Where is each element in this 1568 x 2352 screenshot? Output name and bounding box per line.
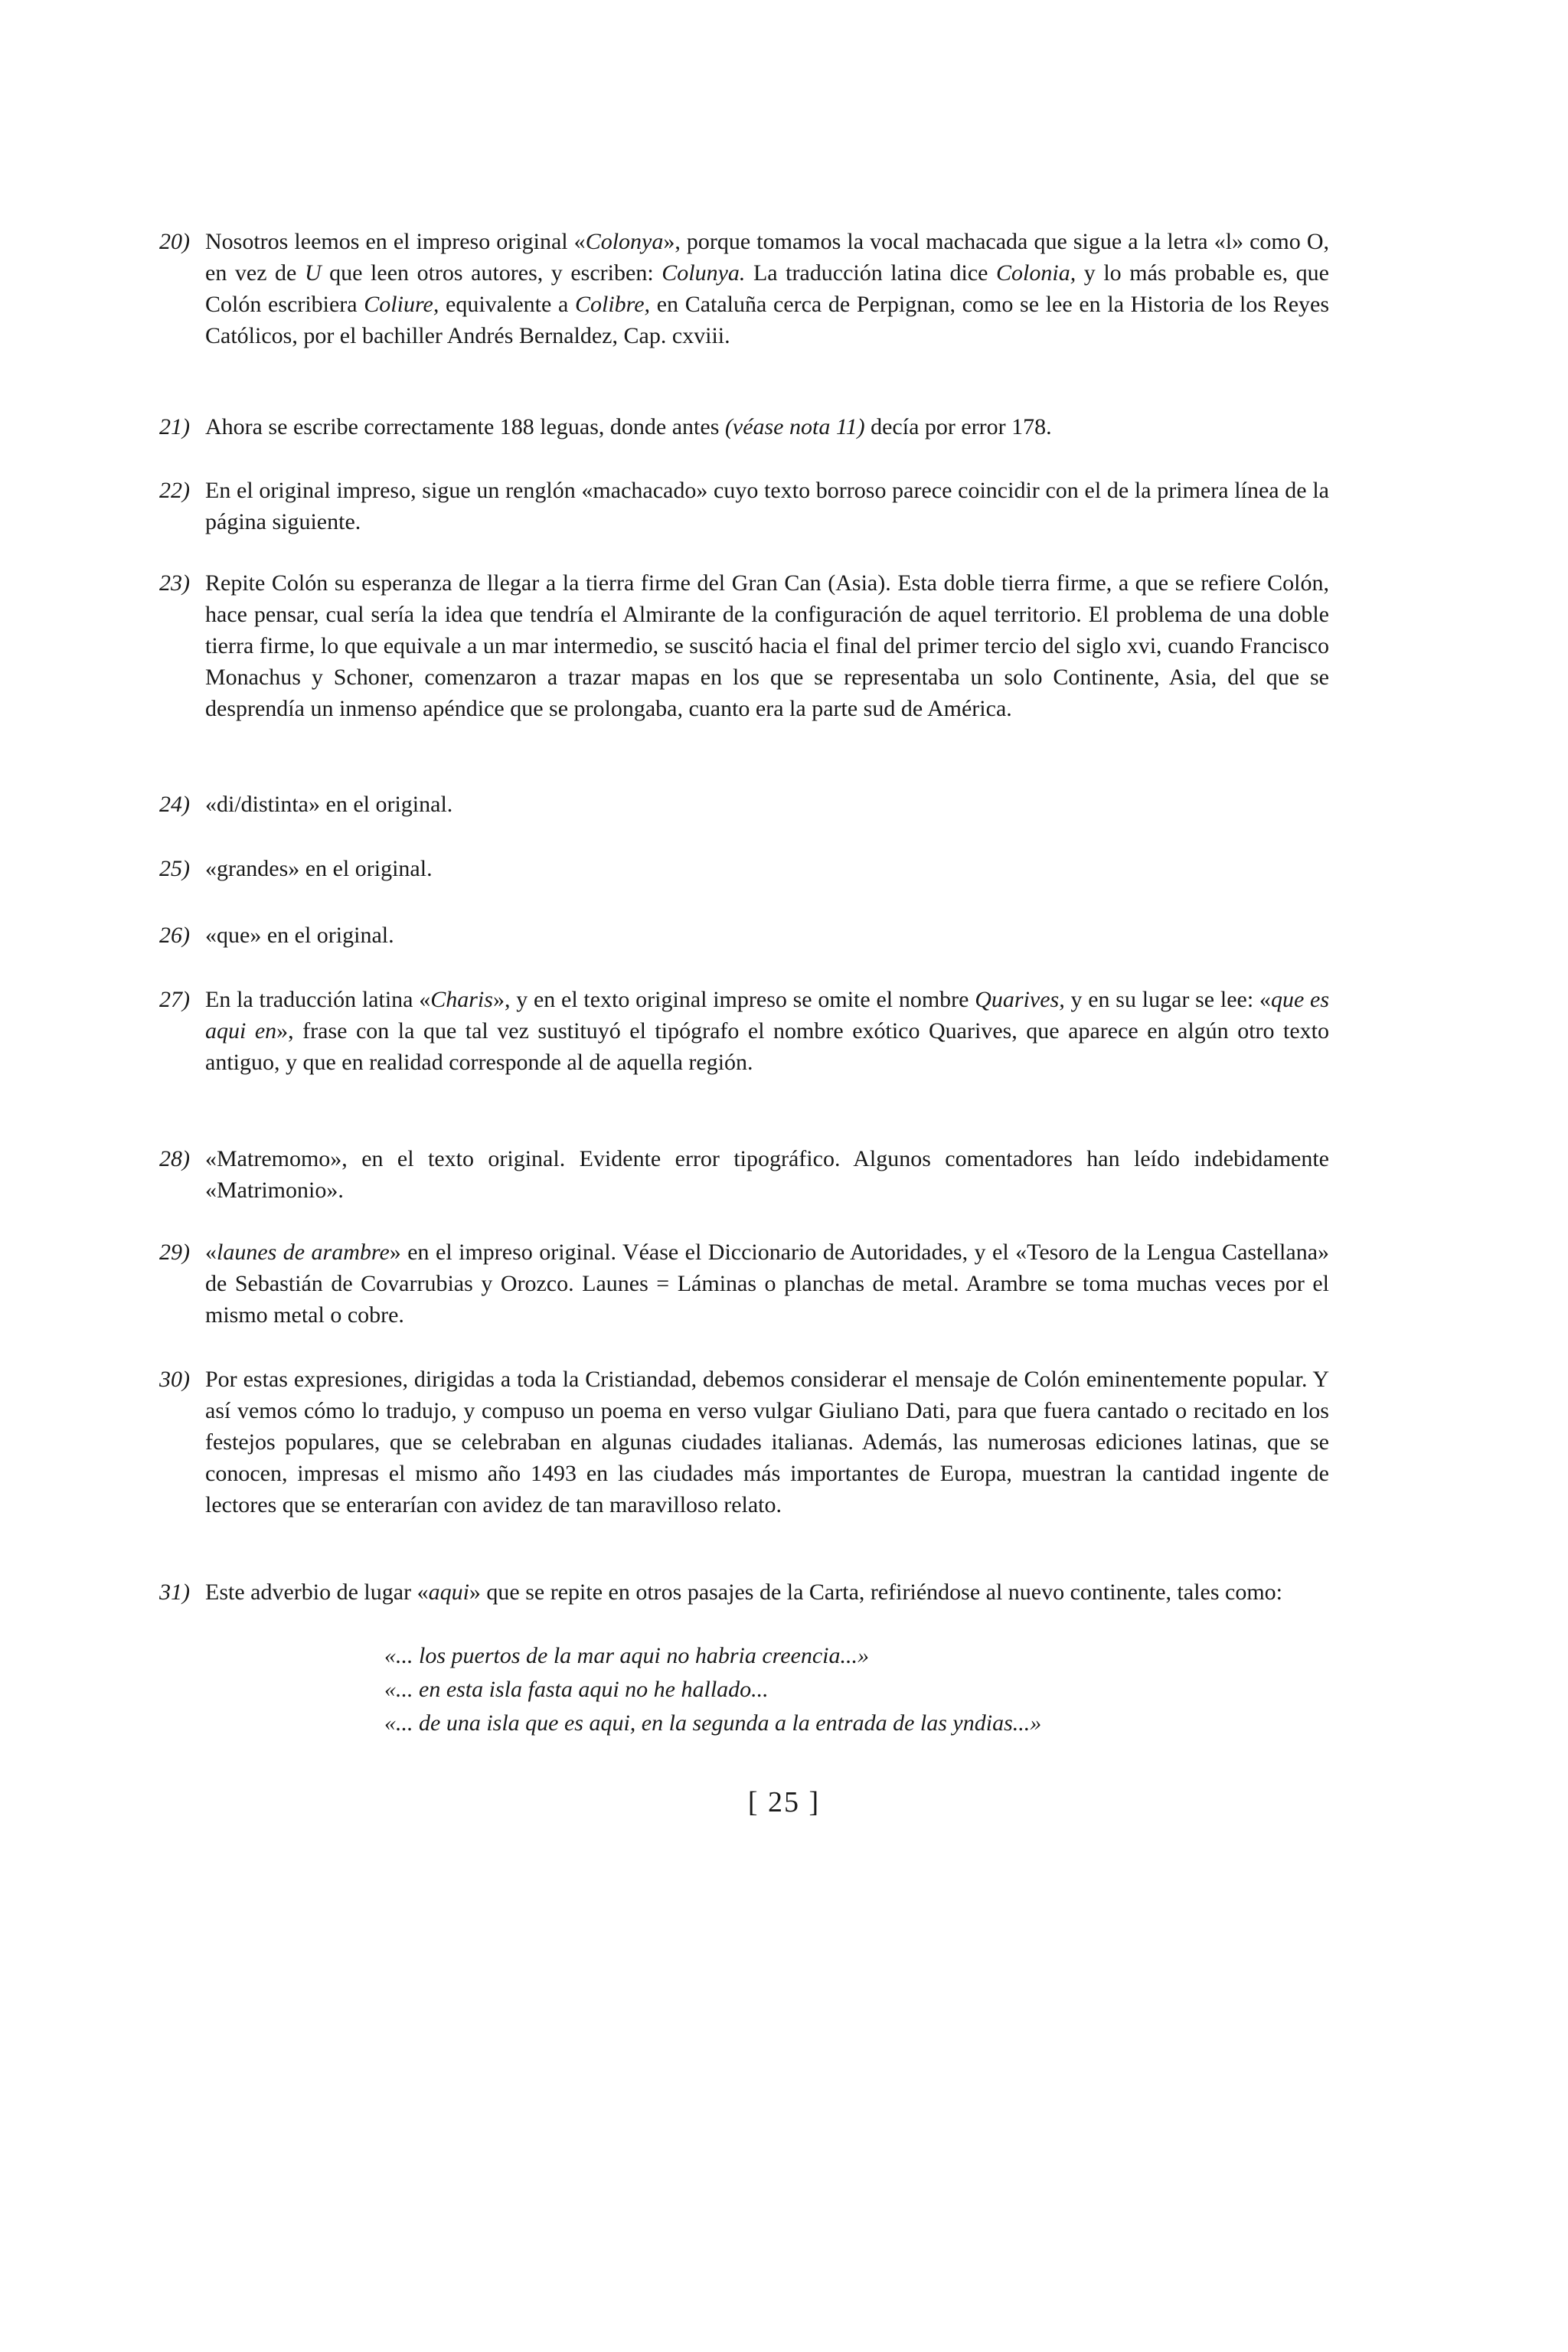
- footnote-number: 31): [159, 1579, 190, 1605]
- italic-run: (véase nota 11): [724, 414, 865, 439]
- text-run: », y en el texto original impreso se omite el nombre: [492, 987, 975, 1012]
- footnote-text: [205, 1576, 1329, 1608]
- footnote-24: [159, 789, 1329, 820]
- footnote-number: 30): [159, 1367, 190, 1392]
- footnote-number: 24): [159, 792, 190, 817]
- page-number: [ 25 ]: [747, 1786, 821, 1818]
- text-run: «que» en el original.: [205, 923, 394, 948]
- italic-run: Coliure,: [364, 292, 439, 317]
- footnote-number: 28): [159, 1146, 190, 1171]
- footnote-20: [159, 226, 1329, 351]
- footnote-30: [159, 1364, 1329, 1521]
- text-run: en Cataluña cerca de Perpignan, como se lee en la Historia de los Reyes Católicos, por el bachiller Andrés Bernaldez, Cap. cxviii.: [205, 292, 1329, 348]
- footnote-number: 25): [159, 856, 190, 881]
- footnote-31: [159, 1576, 1329, 1608]
- footnote-text: [205, 984, 1329, 1078]
- footnote-25: [159, 853, 1329, 884]
- footnote-23: [159, 567, 1329, 724]
- footnote-text: [205, 1236, 1329, 1331]
- footnote-text: [205, 853, 1329, 884]
- footnote-26: [159, 920, 1329, 951]
- footnote-text: [205, 920, 1329, 951]
- footnote-text: [205, 411, 1329, 443]
- text-run: Ahora se escribe correctamente 188 leguas, donde antes: [205, 414, 725, 439]
- text-run: En la traducción latina «: [205, 987, 431, 1012]
- italic-run: aqui: [428, 1579, 469, 1605]
- text-run: Por estas expresiones, dirigidas a toda la Cristiandad, debemos considerar el mensaje de Colón eminentemente popular. Y así vemos cómo lo tradujo, y compuso un poema en verso vulgar Giuliano Dati, para que fuera cantado o recitado en los festejos populares, que se celebraban en algunas ciudades italianas. Además, las numerosas ediciones latinas, que se conocen, impresas el mismo año 1493 en las ciudades más importantes de Europa, muestran la cantidad ingente de lectores que se enterarían con avidez de tan maravilloso relato.: [205, 1367, 1329, 1517]
- text-run: y en su lugar se lee: «: [1064, 987, 1271, 1012]
- footnote-number: 21): [159, 414, 190, 439]
- italic-run: Quarives,: [975, 987, 1065, 1012]
- text-run: equivalente a: [439, 292, 575, 317]
- text-run: La traducción latina dice: [745, 260, 997, 286]
- text-run: En el original impreso, sigue un renglón «machacado» cuyo texto borroso parece coincidir con el de la primera línea de la página siguiente.: [205, 478, 1329, 534]
- quoted-passages: [384, 1639, 1380, 1740]
- footnote-text: [205, 567, 1329, 724]
- footnote-number: 27): [159, 987, 190, 1012]
- text-run: Nosotros leemos en el impreso original «: [205, 229, 586, 254]
- footnote-number: 22): [159, 478, 190, 503]
- quote-line: «... los puertos de la mar aqui no habria creencia...»: [384, 1643, 870, 1668]
- text-run: que leen otros autores, y escriben:: [321, 260, 662, 286]
- text-run: «di/distinta» en el original.: [205, 792, 453, 817]
- italic-run: Colibre,: [574, 292, 651, 317]
- text-run: «: [205, 1240, 217, 1265]
- text-run: » en el impreso original. Véase el Diccionario de Autoridades, y el «Tesoro de la Lengua Castellana» de Sebastián de Covarrubias y Orozco. Launes = Láminas o planchas de metal. Arambre se toma muchas veces por el mismo metal o cobre.: [205, 1240, 1330, 1328]
- text-run: », porque tomamos la vocal machacada que sigue a la letra «l» como O, en vez de: [205, 229, 1329, 286]
- italic-run: Colonya: [585, 229, 664, 254]
- text-run: » que se repite en otros pasajes de la Carta, refiriéndose al nuevo continente, tales como:: [469, 1579, 1283, 1605]
- footnote-number: 20): [159, 229, 190, 254]
- text-run: y lo más probable es, que Colón escribiera: [205, 260, 1329, 317]
- footnote-text: [205, 226, 1329, 351]
- footnote-number: 23): [159, 570, 190, 596]
- text-run: decía por error 178.: [864, 414, 1052, 439]
- footnote-21: [159, 411, 1329, 443]
- text-run: », frase con la que tal vez sustituyó el tipógrafo el nombre exótico Quarives, que aparece en algún otro texto antiguo, y que en realidad corresponde al de aquella región.: [205, 1018, 1330, 1075]
- text-run: «grandes» en el original.: [205, 856, 433, 881]
- italic-run: Charis: [430, 987, 493, 1012]
- footnote-number: 29): [159, 1240, 190, 1265]
- quote-line: «... de una isla que es aqui, en la segunda a la entrada de las yndias...»: [384, 1710, 1042, 1736]
- italic-run: launes de arambre: [217, 1240, 390, 1265]
- footnote-27: [159, 984, 1330, 1078]
- footnote-text: [205, 475, 1329, 537]
- italic-run: Colunya.: [662, 260, 746, 286]
- footnote-text: [205, 789, 1329, 820]
- text-run: «Matremomo», en el texto original. Evidente error tipográfico. Algunos comentadores han leído indebidamente «Matrimonio».: [205, 1146, 1329, 1203]
- quote-line: «... en esta isla fasta aqui no he hallado...: [384, 1677, 769, 1702]
- italic-run: U: [304, 260, 322, 286]
- footnote-text: [205, 1364, 1329, 1521]
- footnote-number: 26): [159, 923, 190, 948]
- text-run: Repite Colón su esperanza de llegar a la tierra firme del Gran Can (Asia). Esta doble tierra firme, a que se refiere Colón, hace pensar, cual sería la idea que tendría el Almirante de la configuración de aquel territorio. El problema de una doble tierra firme, lo que equivale a un mar intermedio, se suscitó hacia el final del primer tercio del siglo xvi, cuando Francisco Monachus y Schoner, comenzaron a trazar mapas en los que se representaba un solo Continente, Asia, del que se desprendía un inmenso apéndice que se prolongaba, cuanto era la parte sud de América.: [205, 570, 1329, 721]
- footnote-22: [159, 475, 1329, 537]
- footnote-28: [159, 1143, 1329, 1206]
- footnote-text: [205, 1143, 1329, 1206]
- italic-run: que es aqui en: [205, 987, 1329, 1044]
- footnote-29: [159, 1236, 1330, 1331]
- italic-run: Colonia,: [996, 260, 1076, 286]
- text-run: Este adverbio de lugar «: [205, 1579, 429, 1605]
